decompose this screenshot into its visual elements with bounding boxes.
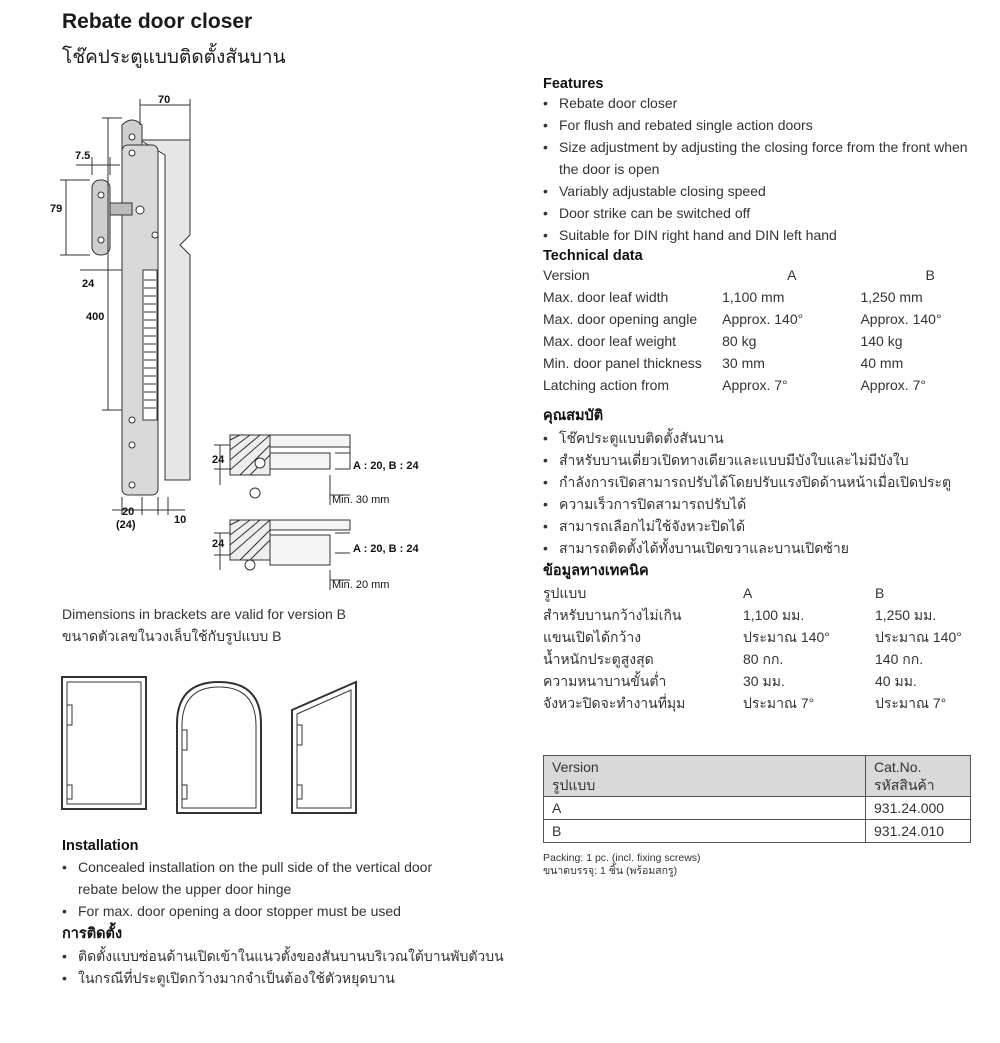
technical-cell: Max. door opening angle bbox=[543, 311, 698, 327]
feature-th-item: • สำหรับบานเดี่ยวเปิดทางเดียวและแบบมีบังใบและไม่มีบังใบ bbox=[543, 449, 983, 471]
technical-th-row bbox=[543, 604, 975, 626]
feature-th-item: • สามารถเลือกไม่ใช้จังหวะปิดได้ bbox=[543, 515, 983, 537]
technical-row bbox=[543, 352, 983, 374]
technical-cell: 1,100 mm bbox=[722, 289, 785, 305]
technical-cell: 140 kg bbox=[860, 333, 903, 349]
technical-th-cell: 1,250 มม. bbox=[875, 607, 937, 623]
technical-cell: Approx. 140° bbox=[860, 311, 942, 327]
catalog-catno-label-en: Cat.No. bbox=[874, 759, 922, 775]
catalog-catno-cell: 931.24.000 bbox=[866, 797, 971, 820]
technical-cell: 40 mm bbox=[860, 355, 904, 371]
installation-item-continued: rebate below the upper door hinge bbox=[78, 881, 292, 897]
technical-th-header-cell: A bbox=[743, 585, 753, 601]
installation-item-th: • ในกรณีที่ประตูเปิดกว้างมากจำเป็นต้องใช้ตัวหยุดบาน bbox=[62, 967, 522, 989]
feature-item: • Door strike can be switched off bbox=[543, 202, 983, 224]
technical-row bbox=[543, 286, 983, 308]
technical-table bbox=[543, 264, 983, 396]
catalog-version-cell: A bbox=[544, 797, 866, 820]
section2-24: 24 bbox=[212, 538, 225, 550]
dim-24-b: (24) bbox=[116, 519, 136, 531]
catalog-header-row bbox=[544, 756, 971, 797]
catalog-version-cell: B bbox=[544, 820, 866, 843]
door-type-arched-icon bbox=[175, 680, 265, 815]
section2-min: Min. 20 mm bbox=[332, 579, 390, 591]
technical-th-cell: สำหรับบานกว้างไม่เกิน bbox=[543, 607, 682, 623]
technical-cell: Latching action from bbox=[543, 377, 670, 393]
spring-slot bbox=[143, 270, 157, 420]
technical-cell: Approx. 7° bbox=[860, 377, 926, 393]
technical-row bbox=[543, 374, 983, 396]
technical-th-cell: น้ำหนักประตูสูงสุด bbox=[543, 651, 654, 667]
technical-cell: Max. door leaf weight bbox=[543, 333, 677, 349]
dim-24: 24 bbox=[82, 278, 95, 290]
feature-item: • For flush and rebated single action doors bbox=[543, 114, 983, 136]
dim-70: 70 bbox=[158, 94, 171, 106]
installation-item: • For max. door opening a door stopper must be used bbox=[62, 900, 522, 922]
feature-th-item: • สามารถติดตั้งได้ทั้งบานเปิดขวาและบานเปิดซ้าย bbox=[543, 537, 983, 559]
technical-th-table bbox=[543, 582, 975, 714]
section-view-2 bbox=[214, 520, 350, 590]
section2-ab: A : 20, B : 24 bbox=[353, 543, 419, 555]
technical-th-cell: ความหนาบานขั้นต่ำ bbox=[543, 673, 667, 689]
catalog-row bbox=[544, 797, 971, 820]
feature-th-item: • ความเร็วการปิดสามารถปรับได้ bbox=[543, 493, 983, 515]
installation-item-th: • ติดตั้งแบบซ่อนด้านเปิดเข้าในแนวตั้งของสันบานบริเวณใต้บานพับตัวบน bbox=[62, 945, 522, 967]
section1-24: 24 bbox=[212, 454, 225, 466]
dim-400: 400 bbox=[86, 311, 105, 323]
technical-cell: Approx. 7° bbox=[722, 377, 788, 393]
dims-note-th: ขนาดตัวเลขในวงเล็บใช้กับรูปแบบ B bbox=[62, 628, 282, 644]
technical-cell: 1,250 mm bbox=[860, 289, 923, 305]
packing-en: Packing: 1 pc. (incl. fixing screws) bbox=[543, 852, 701, 864]
technical-row bbox=[543, 330, 983, 352]
catalog-catno-cell: 931.24.010 bbox=[866, 820, 971, 843]
catalog-version-label-en: Version bbox=[552, 759, 599, 775]
catalog-row bbox=[544, 820, 971, 843]
door-closer-drawing bbox=[50, 85, 440, 595]
dim-79: 79 bbox=[50, 203, 63, 215]
technical-th-cell: แขนเปิดได้กว้าง bbox=[543, 629, 642, 645]
technical-th-cell: 40 มม. bbox=[875, 673, 917, 689]
technical-th-header-cell: รูปแบบ bbox=[543, 585, 587, 601]
technical-heading: Technical data bbox=[543, 248, 643, 264]
door-type-rectangular-icon bbox=[60, 675, 150, 815]
dim-10: 10 bbox=[174, 514, 187, 526]
features-th-heading: คุณสมบัติ bbox=[543, 408, 604, 424]
feature-item: • Rebate door closer bbox=[543, 92, 983, 114]
feature-th-item: • โช๊คประตูแบบติดตั้งสันบาน bbox=[543, 427, 983, 449]
installation-section bbox=[62, 838, 522, 989]
technical-th-cell: ประมาณ 7° bbox=[743, 695, 815, 711]
door-type-slanted-icon bbox=[290, 680, 360, 815]
feature-item-continued: the door is open bbox=[559, 161, 660, 177]
technical-th-row bbox=[543, 648, 975, 670]
section1-ab: A : 20, B : 24 bbox=[353, 460, 419, 472]
technical-cell: Approx. 140° bbox=[722, 311, 804, 327]
installation-item: • Concealed installation on the pull side of the vertical door bbox=[62, 856, 522, 878]
technical-cell: Min. door panel thickness bbox=[543, 355, 702, 371]
technical-cell: 80 kg bbox=[722, 333, 757, 349]
technical-th-header-row bbox=[543, 582, 975, 604]
technical-th-row bbox=[543, 692, 975, 714]
dim-20: 20 bbox=[122, 506, 135, 518]
striker-plate bbox=[92, 180, 110, 255]
feature-item: • Suitable for DIN right hand and DIN left hand bbox=[543, 224, 983, 246]
installation-heading: Installation bbox=[62, 838, 139, 854]
technical-header-cell: Version bbox=[543, 267, 590, 283]
technical-row bbox=[543, 308, 983, 330]
technical-th-cell: 140 กก. bbox=[875, 651, 924, 667]
technical-cell: Max. door leaf width bbox=[543, 289, 669, 305]
installation-heading-th: การติดตั้ง bbox=[62, 926, 123, 942]
features-heading: Features bbox=[543, 76, 604, 92]
features-section bbox=[543, 76, 983, 714]
page-subtitle: โช๊คประตูแบบติดตั้งสันบาน bbox=[62, 47, 286, 68]
dims-note-en: Dimensions in brackets are valid for version B bbox=[62, 606, 347, 622]
feature-th-item: • กำลังการเปิดสามารถปรับได้โดยปรับแรงปิดด้านหน้าเมื่อเปิดประตู bbox=[543, 471, 983, 493]
technical-header-row bbox=[543, 264, 983, 286]
dims-note bbox=[62, 603, 346, 647]
technical-th-header-cell: B bbox=[875, 585, 885, 601]
feature-item: • Variably adjustable closing speed bbox=[543, 180, 983, 202]
catalog-header-catno bbox=[866, 756, 971, 797]
catalog-catno-label-th: รหัสสินค้า bbox=[874, 777, 935, 793]
technical-th-cell: จังหวะปิดจะทำงานที่มุม bbox=[543, 695, 686, 711]
technical-th-row bbox=[543, 626, 975, 648]
feature-item: • Size adjustment by adjusting the closing force from the front when bbox=[543, 136, 983, 158]
technical-th-row bbox=[543, 670, 975, 692]
packing-th: ขนาดบรรจุ: 1 ชิ้น (พร้อมสกรู) bbox=[543, 865, 678, 877]
technical-th-cell: ประมาณ 7° bbox=[875, 695, 947, 711]
page-title: Rebate door closer bbox=[62, 10, 253, 33]
catalog-header-version bbox=[544, 756, 866, 797]
technical-header-cell: A bbox=[787, 267, 797, 283]
section-view-1 bbox=[214, 435, 350, 505]
catalog-version-label-th: รูปแบบ bbox=[552, 777, 596, 793]
technical-th-cell: 1,100 มม. bbox=[743, 607, 805, 623]
technical-th-cell: ประมาณ 140° bbox=[875, 629, 962, 645]
technical-th-heading: ข้อมูลทางเทคนิค bbox=[543, 563, 649, 579]
technical-header-cell: B bbox=[925, 267, 935, 283]
technical-th-cell: 80 กก. bbox=[743, 651, 784, 667]
technical-th-cell: 30 มม. bbox=[743, 673, 785, 689]
technical-th-cell: ประมาณ 140° bbox=[743, 629, 830, 645]
packing-note bbox=[543, 852, 701, 878]
section1-min: Min. 30 mm bbox=[332, 494, 390, 506]
catalog-table bbox=[543, 755, 971, 843]
technical-cell: 30 mm bbox=[722, 355, 765, 371]
dim-7-5: 7.5 bbox=[75, 150, 91, 162]
